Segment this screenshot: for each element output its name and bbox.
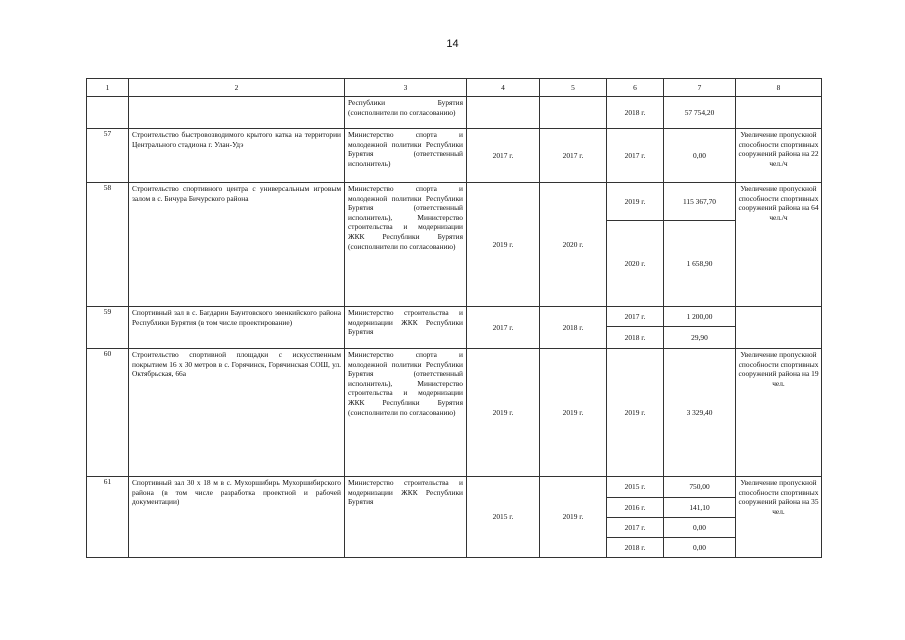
start-year [467, 97, 540, 129]
executor: Министерство спорта и молодежной политики Республики Бурятия (ответственный исполнитель), Министерство строительства и модернизации ЖКК Республики Бурятия (соисполнители по согласованию) [345, 183, 467, 307]
finance-amount: 1 658,90 [664, 221, 736, 307]
finance-year: 2019 г. [607, 183, 664, 221]
finance-year: 2018 г. [607, 538, 664, 558]
expected-result: Увеличение пропускной способности спортивных сооружений района на 22 чел./ч [736, 129, 822, 183]
expected-result [736, 307, 822, 349]
finance-amount: 0,00 [664, 538, 736, 558]
object-name: Строительство спортивной площадки с искусственным покрытием 16 х 30 метров в с. Горячинск, Горячинская СОШ, ул. Октябрьская, 66а [129, 349, 345, 477]
object-name: Строительство спортивного центра с универсальным игровым залом в с. Бичура Бичурского района [129, 183, 345, 307]
end-year: 2020 г. [540, 183, 607, 307]
finance-amount: 0,00 [664, 129, 736, 183]
column-header: 4 [467, 79, 540, 97]
row-number: 60 [87, 349, 129, 477]
finance-year: 2017 г. [607, 129, 664, 183]
column-header: 1 [87, 79, 129, 97]
table-row [87, 307, 822, 327]
column-header: 7 [664, 79, 736, 97]
finance-year: 2020 г. [607, 221, 664, 307]
expected-result [736, 97, 822, 129]
row-number: 61 [87, 477, 129, 558]
table-header-row [87, 79, 822, 97]
table-row [87, 97, 822, 129]
executor: Министерство спорта и молодежной политики Республики Бурятия (ответственный исполнитель) [345, 129, 467, 183]
column-header: 8 [736, 79, 822, 97]
object-name: Спортивный зал в с. Багдарин Баунтовского эвенкийского района Республики Бурятия (в том числе проектирование) [129, 307, 345, 349]
expected-result: Увеличение пропускной способности спортивных сооружений района на 35 чел. [736, 477, 822, 558]
row-number: 57 [87, 129, 129, 183]
table-row [87, 349, 822, 477]
finance-amount: 750,00 [664, 477, 736, 498]
column-header: 6 [607, 79, 664, 97]
end-year: 2019 г. [540, 349, 607, 477]
finance-year: 2018 г. [607, 327, 664, 349]
finance-amount: 29,90 [664, 327, 736, 349]
finance-amount: 3 329,40 [664, 349, 736, 477]
finance-amount: 57 754,20 [664, 97, 736, 129]
column-header: 3 [345, 79, 467, 97]
finance-amount: 0,00 [664, 518, 736, 538]
finance-year: 2019 г. [607, 349, 664, 477]
executor: Министерство строительства и модернизации ЖКК Республики Бурятия [345, 477, 467, 558]
finance-year: 2017 г. [607, 307, 664, 327]
expected-result: Увеличение пропускной способности спортивных сооружений района на 19 чел. [736, 349, 822, 477]
program-table [86, 78, 822, 558]
start-year: 2015 г. [467, 477, 540, 558]
start-year: 2019 г. [467, 183, 540, 307]
page-number: 14 [446, 38, 459, 50]
end-year [540, 97, 607, 129]
finance-year: 2018 г. [607, 97, 664, 129]
finance-amount: 141,10 [664, 498, 736, 518]
start-year: 2017 г. [467, 307, 540, 349]
row-number [87, 97, 129, 129]
row-number: 58 [87, 183, 129, 307]
executor: Министерство строительства и модернизации ЖКК Республики Бурятия [345, 307, 467, 349]
table-row [87, 129, 822, 183]
finance-amount: 115 367,70 [664, 183, 736, 221]
object-name: Строительство быстровозводимого крытого катка на территории Центрального стадиона г. Улан-Удэ [129, 129, 345, 183]
object-name: Спортивный зал 30 х 18 м в с. Мухоршибирь Мухоршибирского района (в том числе разработка проектной и рабочей документации) [129, 477, 345, 558]
object-name [129, 97, 345, 129]
finance-year: 2015 г. [607, 477, 664, 498]
column-header: 2 [129, 79, 345, 97]
table-row [87, 183, 822, 221]
expected-result: Увеличение пропускной способности спортивных сооружений района на 64 чел./ч [736, 183, 822, 307]
row-number: 59 [87, 307, 129, 349]
end-year: 2018 г. [540, 307, 607, 349]
finance-year: 2016 г. [607, 498, 664, 518]
start-year: 2017 г. [467, 129, 540, 183]
finance-year: 2017 г. [607, 518, 664, 538]
executor: Республики Бурятия (соисполнители по согласованию) [345, 97, 467, 129]
end-year: 2017 г. [540, 129, 607, 183]
start-year: 2019 г. [467, 349, 540, 477]
table-row [87, 477, 822, 498]
executor: Министерство спорта и молодежной политики Республики Бурятия (ответственный исполнитель), Министерство строительства и модернизации ЖКК Республики Бурятия (соисполнители по согласованию) [345, 349, 467, 477]
end-year: 2019 г. [540, 477, 607, 558]
finance-amount: 1 200,00 [664, 307, 736, 327]
column-header: 5 [540, 79, 607, 97]
